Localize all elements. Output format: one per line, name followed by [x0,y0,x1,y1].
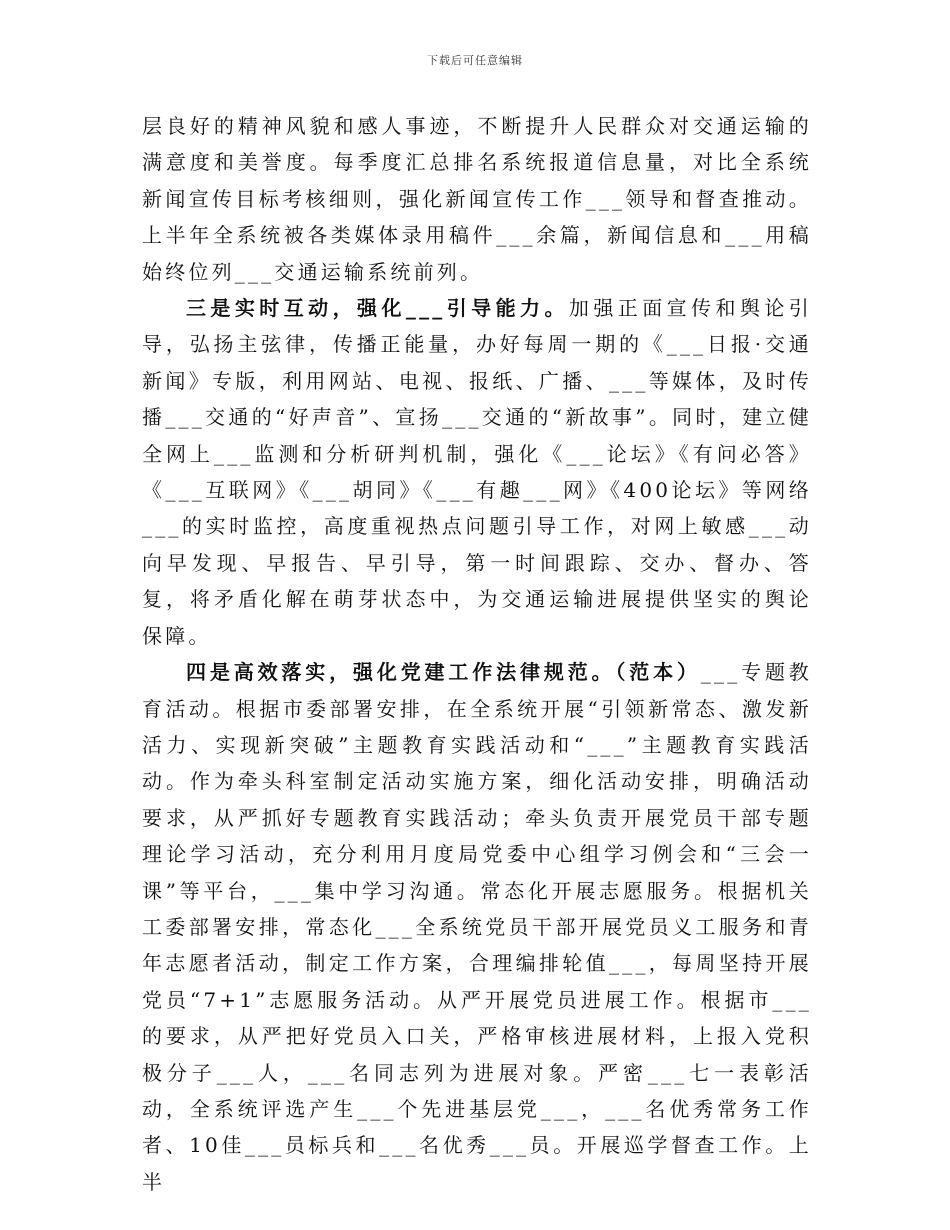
paragraph-3 [142,654,812,1200]
paragraph-3-text: ___专题教育活动。根据市委部署安排，在全系统开展“引领新常态、激发新活力、实现新突破”主题教育实践活动和“___”主题教育实践活动。作为牵头科室制定活动实施方案，细化活动安排，明确活动要求，从严抓好专题教育实践活动；牵头负责开展党员干部专题理论学习活动，充分利用月度局党委中心组学习例会和“三会一课”等平台，___集中学习沟通。常态化开展志愿服务。根据机关工委部署安排，常态化___全系统党员干部开展党员义工服务和青年志愿者活动，制定工作方案，合理编排轮值___，每周坚持开展党员“7+1”志愿服务活动。从严开展党员进展工作。根据市___的要求，从严把好党员入口关，严格审核进展材料，上报入党积极分子___人，___名同志列为进展对象。严密___七一表彰活动，全系统评选产生___个先进基层党___，___名优秀常务工作者、10佳___员标兵和___名优秀___员。开展巡学督查工作。上半 [142,660,812,1194]
paragraph-2-text: 加强正面宣传和舆论引导，弘扬主弦律，传播正能量，办好每周一期的《___日报·交通新闻》专版，利用网站、电视、报纸、广播、___等媒体，及时传播___交通的“好声音”、宣扬___交通的“新故事”。同时，建立健全网上___监测和分析研判机制，强化《___论坛》《有问必答》《___互联网》《___胡同》《___有趣___网》《400论坛》等网络___的实时监控，高度重视热点问题引导工作，对网上敏感___动向早发现、早报告、早引导，第一时间跟踪、交办、督办、答复，将矛盾化解在萌芽状态中，为交通运输进展提供坚实的舆论保障。 [142,296,813,648]
page-header: 下载后可任意编辑 [427,54,523,67]
paragraph-1-text: 层良好的精神风貌和感人事迹，不断提升人民群众对交通运输的满意度和美誉度。每季度汇总排名系统报道信息量，对比全系统新闻宣传目标考核细则，强化新闻宣传工作___领导和督查推动。上半年全系统被各类媒体录用稿件___余篇，新闻信息和___用稿始终位列___交通运输系统前列。 [142,114,812,284]
paragraph-3-heading: 四是高效落实，强化党建工作法律规范。（范本） [186,660,701,685]
paragraph-1 [142,108,812,290]
document-body [142,108,812,1200]
paragraph-2-heading: 三是实时互动，强化___引导能力。 [186,296,569,321]
paragraph-2 [142,290,812,654]
